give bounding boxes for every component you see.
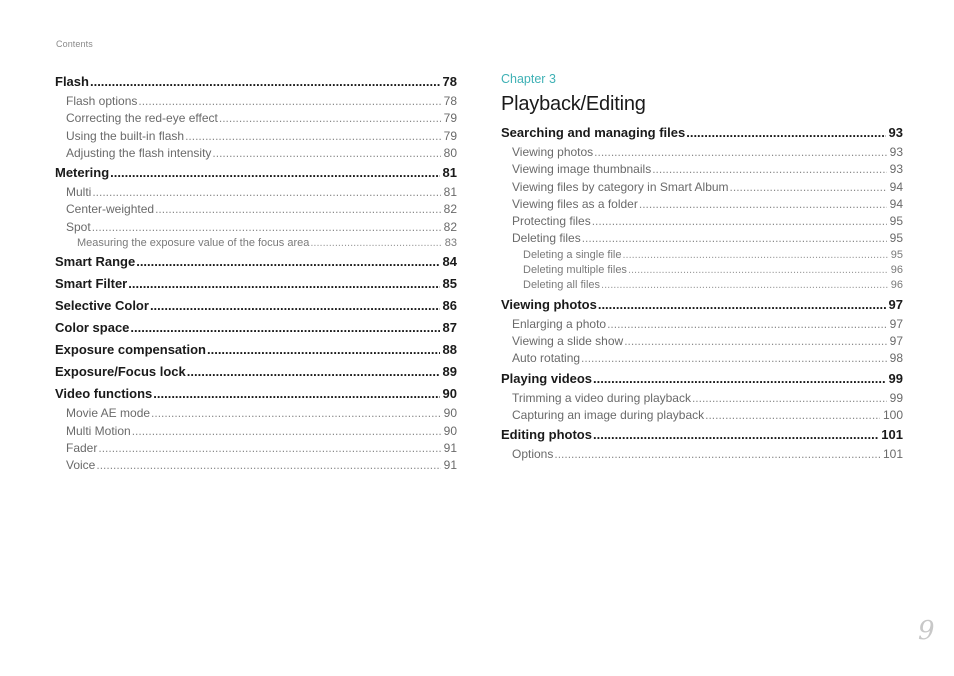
toc-entry-page: 81	[442, 165, 457, 181]
toc-dot-leader	[581, 350, 887, 367]
toc-entry-page: 90	[443, 406, 457, 421]
toc-section-entry[interactable]	[501, 294, 903, 316]
toc-entry-page: 99	[888, 370, 903, 386]
toc-entry-page: 97	[889, 333, 903, 348]
toc-entry-title: Smart Filter	[55, 276, 128, 292]
toc-entry-title: Smart Range	[55, 254, 136, 270]
toc-subsection-entry[interactable]	[55, 93, 457, 110]
toc-subsubsection-entry[interactable]	[55, 236, 457, 251]
toc-section-entry[interactable]	[501, 122, 903, 144]
toc-entry-title: Enlarging a photo	[512, 316, 607, 331]
toc-subsection-entry[interactable]	[55, 201, 457, 218]
toc-subsection-entry[interactable]	[501, 213, 903, 230]
toc-entry-page: 88	[442, 342, 457, 358]
toc-section-entry[interactable]	[55, 273, 457, 295]
toc-dot-leader	[639, 196, 887, 213]
toc-entry-page: 89	[442, 364, 457, 380]
toc-entry-page: 101	[881, 427, 903, 443]
toc-dot-leader	[692, 390, 887, 407]
page-header-label: Contents	[56, 39, 93, 49]
toc-entry-page: 90	[443, 423, 457, 438]
toc-dot-leader	[607, 316, 887, 333]
toc-entry-page: 78	[442, 74, 457, 89]
toc-subsection-entry[interactable]	[501, 390, 903, 407]
toc-dot-leader	[138, 93, 440, 110]
toc-entry-title: Multi Motion	[66, 423, 131, 438]
toc-entry-title: Correcting the red-eye effect	[66, 111, 218, 126]
toc-subsection-entry[interactable]	[55, 128, 457, 145]
toc-entry-page: 82	[443, 219, 457, 234]
toc-entry-page: 99	[889, 390, 903, 405]
toc-right-column	[501, 71, 903, 463]
toc-dot-leader	[705, 407, 880, 424]
toc-dot-leader	[150, 295, 440, 317]
toc-dot-leader	[593, 368, 885, 390]
toc-dot-leader	[622, 248, 887, 263]
chapter-label: Chapter 3	[501, 72, 556, 86]
toc-subsubsection-entry[interactable]	[501, 263, 903, 278]
toc-entry-title: Center-weighted	[66, 202, 155, 217]
toc-entry-page: 79	[443, 111, 457, 126]
toc-entry-page: 90	[442, 386, 457, 402]
toc-entry-title: Playing videos	[501, 370, 593, 386]
toc-dot-leader	[98, 440, 440, 457]
toc-subsection-entry[interactable]	[55, 423, 457, 440]
toc-section-entry[interactable]	[55, 361, 457, 383]
toc-entry-title: Viewing photos	[512, 145, 594, 159]
toc-entry-title: Viewing photos	[501, 296, 597, 312]
toc-entry-page: 94	[889, 196, 903, 211]
toc-entry-page: 96	[890, 279, 903, 292]
toc-dot-leader	[219, 110, 441, 127]
toc-dot-leader	[554, 446, 880, 463]
toc-dot-leader	[652, 161, 886, 178]
toc-section-entry[interactable]	[501, 424, 903, 446]
toc-dot-leader	[128, 273, 439, 295]
toc-subsection-entry[interactable]	[501, 316, 903, 333]
toc-entry-page: 91	[443, 458, 457, 473]
toc-entry-title: Adjusting the flash intensity	[66, 145, 212, 160]
toc-subsection-entry[interactable]	[501, 161, 903, 178]
toc-section-entry[interactable]	[501, 368, 903, 390]
toc-entry-page: 93	[889, 145, 903, 159]
toc-entry-title: Deleting all files	[523, 279, 601, 292]
toc-entry-page: 95	[889, 214, 903, 229]
toc-section-entry[interactable]	[55, 162, 457, 184]
toc-entry-page: 78	[443, 94, 457, 108]
toc-entry-title: Selective Color	[55, 298, 149, 314]
toc-entry-page: 100	[882, 407, 903, 422]
toc-dot-leader	[594, 144, 886, 161]
toc-entry-page: 96	[890, 264, 903, 277]
toc-entry-title: Exposure compensation	[55, 342, 206, 358]
toc-dot-leader	[110, 162, 439, 184]
toc-subsection-entry[interactable]	[55, 145, 457, 162]
toc-entry-page: 80	[443, 145, 457, 160]
toc-dot-leader	[155, 201, 441, 218]
chapter-title: Playback/Editing	[501, 93, 646, 115]
toc-entry-page: 87	[442, 320, 457, 336]
toc-dot-leader	[628, 263, 888, 278]
toc-entry-title: Deleting multiple files	[523, 264, 627, 277]
toc-dot-leader	[624, 333, 886, 350]
toc-subsection-entry[interactable]	[55, 440, 457, 457]
toc-entry-page: 98	[889, 351, 903, 366]
toc-dot-leader	[151, 405, 441, 422]
toc-subsection-entry[interactable]	[55, 110, 457, 127]
toc-dot-leader	[92, 184, 440, 201]
toc-dot-leader	[130, 317, 439, 339]
toc-section-entry[interactable]	[55, 317, 457, 339]
toc-entry-title: Editing photos	[501, 427, 592, 443]
toc-entry-title: Spot	[66, 219, 91, 234]
toc-entry-title: Color space	[55, 320, 130, 336]
toc-dot-leader	[187, 361, 440, 383]
toc-entry-page: 97	[889, 316, 903, 331]
toc-entry-title: Options	[512, 447, 554, 462]
toc-entry-page: 101	[882, 447, 903, 462]
toc-entry-page: 79	[443, 128, 457, 143]
toc-entry-title: Video functions	[55, 386, 153, 402]
toc-section-entry[interactable]	[55, 383, 457, 405]
toc-entry-title: Using the built-in flash	[66, 128, 185, 143]
toc-entry-page: 97	[888, 296, 903, 312]
toc-dot-leader	[153, 383, 439, 405]
toc-entry-page: 81	[443, 185, 457, 200]
toc-entry-page: 83	[444, 237, 457, 250]
toc-entry-page: 91	[443, 440, 457, 455]
toc-subsection-entry[interactable]	[501, 333, 903, 350]
toc-entry-title: Metering	[55, 165, 110, 181]
toc-dot-leader	[730, 179, 887, 196]
toc-dot-leader	[598, 294, 886, 316]
toc-subsection-entry[interactable]	[55, 405, 457, 422]
toc-entry-title: Auto rotating	[512, 351, 581, 366]
toc-entry-title: Movie AE mode	[66, 406, 151, 421]
toc-entry-title: Flash	[55, 74, 89, 89]
page-number: 9	[918, 616, 935, 646]
toc-entry-title: Flash options	[66, 94, 138, 108]
toc-entry-page: 85	[442, 276, 457, 292]
toc-dot-leader	[136, 251, 439, 273]
toc-entry-title: Searching and managing files	[501, 125, 686, 140]
toc-subsection-entry[interactable]	[501, 179, 903, 196]
toc-right-entries	[501, 122, 903, 463]
toc-subsection-entry[interactable]	[501, 230, 903, 247]
toc-entry-title: Viewing files by category in Smart Album	[512, 179, 729, 194]
toc-entry-page: 94	[889, 179, 903, 194]
toc-subsubsection-entry[interactable]	[501, 278, 903, 293]
toc-entry-title: Deleting a single file	[523, 248, 622, 261]
toc-entry-title: Protecting files	[512, 214, 591, 229]
toc-dot-leader	[592, 213, 887, 230]
toc-section-entry[interactable]	[55, 295, 457, 317]
toc-dot-leader	[686, 122, 885, 144]
toc-entry-title: Exposure/Focus lock	[55, 364, 186, 380]
toc-entry-title: Measuring the exposure value of the focus area	[77, 237, 310, 250]
toc-section-entry[interactable]	[55, 71, 457, 93]
toc-subsection-entry[interactable]	[501, 350, 903, 367]
toc-entry-title: Deleting files	[512, 231, 581, 246]
toc-dot-leader	[207, 339, 440, 361]
toc-subsection-entry[interactable]	[501, 196, 903, 213]
toc-dot-leader	[593, 424, 878, 446]
toc-subsection-entry[interactable]	[501, 407, 903, 424]
toc-entry-page: 93	[888, 125, 903, 140]
toc-dot-leader	[96, 457, 440, 474]
toc-dot-leader	[90, 71, 440, 93]
toc-dot-leader	[601, 278, 888, 293]
toc-dot-leader	[92, 219, 441, 236]
toc-subsubsection-entry[interactable]	[501, 248, 903, 263]
toc-entry-page: 95	[890, 248, 903, 261]
toc-subsection-entry[interactable]	[501, 446, 903, 463]
toc-entry-title: Viewing files as a folder	[512, 196, 638, 211]
toc-subsection-entry[interactable]	[55, 219, 457, 236]
toc-section-entry[interactable]	[55, 251, 457, 273]
toc-entry-title: Viewing image thumbnails	[512, 162, 652, 177]
toc-entry-title: Trimming a video during playback	[512, 390, 691, 405]
toc-dot-leader	[310, 236, 441, 251]
toc-entry-page: 82	[443, 202, 457, 217]
toc-subsection-entry[interactable]	[55, 184, 457, 201]
toc-entry-page: 84	[442, 254, 457, 270]
toc-left-column	[55, 71, 457, 475]
toc-dot-leader	[132, 423, 441, 440]
toc-subsection-entry[interactable]	[55, 457, 457, 474]
toc-subsection-entry[interactable]	[501, 144, 903, 161]
toc-entry-title: Fader	[66, 440, 98, 455]
toc-section-entry[interactable]	[55, 339, 457, 361]
toc-entry-page: 93	[889, 162, 903, 177]
toc-entry-title: Viewing a slide show	[512, 333, 624, 348]
toc-entry-title: Voice	[66, 458, 96, 473]
toc-entry-page: 86	[442, 298, 457, 314]
toc-dot-leader	[185, 128, 441, 145]
toc-dot-leader	[212, 145, 440, 162]
toc-entry-page: 95	[889, 231, 903, 246]
toc-dot-leader	[582, 230, 887, 247]
toc-entry-title: Multi	[66, 185, 92, 200]
toc-entry-title: Capturing an image during playback	[512, 407, 705, 422]
